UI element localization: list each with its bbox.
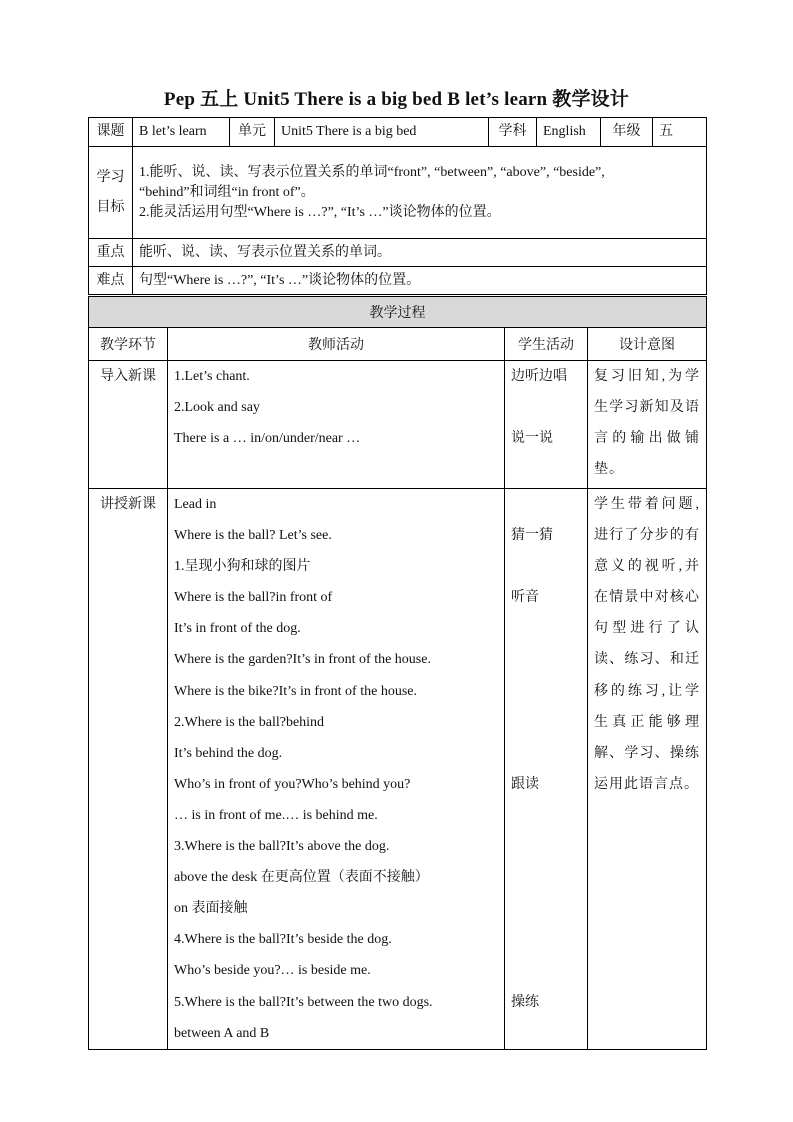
objective-line: 1.能听、说、读、写表示位置关系的单词“front”, “between”, “above”, “beside”, — [139, 164, 605, 180]
student-activity-main — [505, 489, 588, 1050]
student-line — [511, 800, 581, 831]
header-design-intent: 设计意图 — [588, 328, 707, 361]
teacher-line: 2.Where is the ball?behind — [174, 714, 325, 730]
teacher-line: There is a … in/on/under/near … — [174, 431, 361, 447]
process-banner: 教学过程 — [89, 297, 707, 328]
teacher-line: Where is the ball?in front of — [174, 590, 333, 606]
objectives-label-line-2: 目标 — [96, 199, 125, 215]
student-line — [511, 738, 581, 769]
student-line — [511, 551, 581, 582]
teacher-line: above the desk 在更高位置（表面不接触） — [174, 870, 429, 886]
unit-label: 单元 — [230, 118, 275, 147]
student-line: 说一说 — [511, 431, 553, 447]
objective-line: 2.能灵活运用句型“Where is …?”, “It’s …”谈论物体的位置。 — [139, 204, 501, 220]
difficult-points-value: 句型“Where is …?”, “It’s …”谈论物体的位置。 — [133, 267, 707, 295]
student-line: 边听边唱 — [511, 369, 567, 384]
stage-main: 讲授新课 — [89, 489, 168, 1050]
teacher-line: Where is the ball? Let’s see. — [174, 528, 332, 544]
objective-line: “behind”和词组“in front of”。 — [139, 184, 315, 200]
design-intent-main: 学生带着问题,进行了分步的有意义的视听,并在情景中对核心句型进行了认读、练习、和迁移的练习,让学生真正能够理解、学习、操练运用此语言点。 — [588, 489, 707, 1050]
teacher-line: Who’s in front of you?Who’s behind you? — [174, 776, 411, 792]
header-stage: 教学环节 — [89, 328, 168, 361]
design-intent-intro: 复习旧知,为学生学习新知及语言的输出做铺垫。 — [588, 361, 707, 489]
stage-intro: 导入新课 — [89, 361, 168, 489]
teacher-line: 1.Let’s chant. — [174, 369, 250, 384]
student-line: 操练 — [511, 994, 539, 1010]
key-points-label: 重点 — [89, 239, 133, 267]
lesson-info-table — [88, 117, 707, 295]
key-points-value: 能听、说、读、写表示位置关系的单词。 — [133, 239, 707, 267]
student-line — [511, 924, 581, 955]
header-teacher-activity: 教师活动 — [168, 328, 505, 361]
table-row — [89, 361, 707, 489]
teacher-line: … is in front of me.… is behind me. — [174, 807, 378, 823]
teacher-line: 4.Where is the ball?It’s beside the dog. — [174, 932, 392, 948]
teacher-line: between A and B — [174, 1025, 270, 1041]
student-line: 听音 — [511, 590, 539, 606]
teacher-line: 1.呈现小狗和球的图片 — [174, 559, 311, 575]
subject-label: 学科 — [489, 118, 537, 147]
teaching-process-table — [88, 296, 707, 1050]
student-line — [511, 862, 581, 893]
grade-label: 年级 — [601, 118, 653, 147]
student-line — [511, 831, 581, 862]
teacher-line: 3.Where is the ball?It’s above the dog. — [174, 839, 390, 855]
student-line — [511, 707, 581, 738]
topic-label: 课题 — [89, 118, 133, 147]
student-line — [511, 676, 581, 707]
student-line — [511, 644, 581, 675]
teacher-line: on 表面接触 — [174, 901, 248, 917]
student-line — [511, 613, 581, 644]
objectives-content — [133, 147, 707, 239]
student-line: 跟读 — [511, 776, 539, 792]
header-student-activity: 学生活动 — [505, 328, 588, 361]
difficult-points-label: 难点 — [89, 267, 133, 295]
student-line: 猜一猜 — [511, 528, 553, 544]
teacher-line: Who’s beside you?… is beside me. — [174, 963, 371, 979]
teacher-line: Where is the bike?It’s in front of the house. — [174, 683, 417, 699]
teacher-line: 2.Look and say — [174, 400, 260, 416]
objectives-label-line-1: 学习 — [96, 169, 125, 185]
objectives-label — [89, 147, 133, 239]
student-activity-intro — [505, 361, 588, 489]
teacher-line: Where is the garden?It’s in front of the house. — [174, 652, 431, 668]
teacher-activity-main — [168, 489, 505, 1050]
teacher-line: It’s in front of the dog. — [174, 621, 301, 637]
topic-value: B let’s learn — [133, 118, 230, 147]
student-line — [511, 955, 581, 986]
student-line — [511, 893, 581, 924]
teacher-activity-intro — [168, 361, 505, 489]
grade-value: 五 — [653, 118, 707, 147]
teacher-line: Lead in — [174, 497, 217, 512]
unit-value: Unit5 There is a big bed — [275, 118, 489, 147]
document-title: Pep 五上 Unit5 There is a big bed B let’s learn 教学设计 — [163, 89, 630, 110]
student-line — [511, 489, 581, 520]
student-line — [511, 392, 581, 423]
teacher-line: It’s behind the dog. — [174, 745, 283, 761]
table-row — [89, 489, 707, 1050]
teacher-line: 5.Where is the ball?It’s between the two dogs. — [174, 994, 433, 1010]
subject-value: English — [537, 118, 601, 147]
